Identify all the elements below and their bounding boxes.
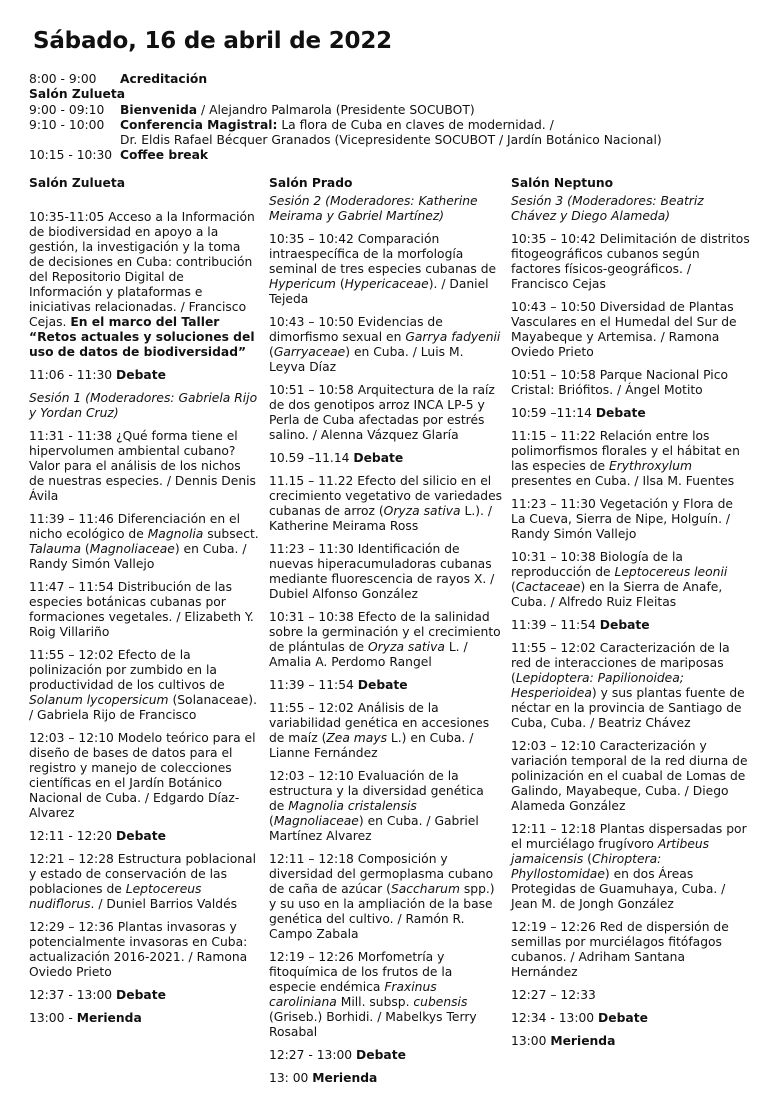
talk-item: 10:35 – 10:42 Delimitación de distritos fitogeográficos cubanos según factores físicos-geográficos. / Francisco Cejas <box>511 232 750 291</box>
talk-item <box>269 474 503 534</box>
talk-text: 12:11 – 12:18 Plantas dispersadas por el murciélago frugívoro <box>511 822 747 851</box>
schedule-detail-line2: Dr. Eldis Rafael Bécquer Granados (Vicepresidente SOCUBOT / Jardín Botánico Nacional) <box>120 133 662 148</box>
page-title: Sábado, 16 de abril de 2022 <box>33 28 392 54</box>
taxon-name: Magnoliaceae <box>273 814 359 828</box>
debate-label: Debate <box>356 1048 406 1062</box>
debate-time: 12:11 - 12:20 <box>29 829 117 843</box>
merienda-time: 13:00 - <box>29 1011 77 1025</box>
debate-time: 12:27 - 13:00 <box>269 1048 357 1062</box>
taxon-name: Chiroptera: Phyllostomidae <box>511 852 662 881</box>
talk-text: ( <box>81 542 90 556</box>
talk-item: 12:03 – 12:10 Modelo teórico para el diseño de bases de datos para el registro y manejo de colecciones científicas en el Jardín Botánico Nacional de Cuba. / Edgardo Díaz-Alvarez <box>29 731 256 820</box>
talk-item: 12:29 – 12:36 Plantas invasoras y potencialmente invasoras en Cuba: actualización 2016-2021. / Ramona Oviedo Prieto <box>29 920 248 979</box>
talk-text: 11:39 – 11:46 Diferenciación en el nicho ecológico de <box>29 512 241 541</box>
talk-text: L.) en Cuba. / Lianne Fernández <box>269 731 474 760</box>
talk-text: (Griseb.) Borhidi. / Mabelkys Terry Rosabal <box>269 1010 477 1039</box>
talk-item <box>269 701 503 761</box>
taxon-name: Solanum lycopersicum <box>29 693 169 707</box>
debate-label: Debate <box>116 988 166 1002</box>
talk-item: 11:23 – 11:30 Identificación de nuevas hiperacumuladoras cubanas mediante fluorescencia de rayos X. / Dubiel Alfonso González <box>269 542 495 601</box>
debate-item <box>269 1048 503 1063</box>
talk-text: 11:55 – 12:02 Caracterización de la red de interacciones de mariposas ( <box>511 641 730 685</box>
taxon-name: cubensis <box>413 995 468 1009</box>
debate-item <box>29 829 259 844</box>
talk-text: ( <box>511 580 516 594</box>
talk-text: ) en Cuba. / Gabriel Martínez Alvarez <box>269 814 479 843</box>
taxon-name: Magnolia cristalensis <box>288 799 417 813</box>
talk-item <box>269 610 503 670</box>
debate-time: 10.59 –11.14 <box>269 451 354 465</box>
talk-item <box>269 315 503 375</box>
talk-text: ) en la Sierra de Anafe, Cuba. / Alfredo Ruiz Fleitas <box>511 580 723 609</box>
talk-item: 11:47 – 11:54 Distribución de las especies botánicas cubanas por formaciones vegetales. / Elizabeth Y. Roig Villariño <box>29 580 254 639</box>
schedule-time: 9:00 - 09:10 <box>29 102 105 117</box>
room-heading: Salón Neptuno <box>511 176 614 190</box>
debate-time: 11:39 – 11:54 <box>511 618 600 632</box>
schedule-room: Salón Zulueta <box>29 87 126 102</box>
taxon-name: Oryza sativa <box>383 504 461 518</box>
talk-item <box>511 641 751 731</box>
talk-text: 12:03 – 12:10 Evaluación de la estructura y la diversidad genética de <box>269 769 484 813</box>
talk-text: 12:21 – 12:28 Estructura poblacional y estado de conservación de las poblaciones de <box>29 852 257 896</box>
talk-text: L. / Amalia A. Perdomo Rangel <box>269 640 468 669</box>
debate-label: Debate <box>595 406 646 420</box>
taxon-name: Cactaceae <box>515 580 581 594</box>
talk-item <box>29 852 259 912</box>
debate-time: 11:06 - 11:30 <box>29 368 117 382</box>
talk-item <box>511 429 751 489</box>
talk-text: (Solanaceae). / Gabriela Rijo de Francisco <box>29 693 257 722</box>
talk-item <box>29 648 259 723</box>
talk-item <box>29 512 259 572</box>
taxon-name: Magnoliaceae <box>89 542 175 556</box>
talk-text: ) y sus plantas fuente de néctar en la provincia de Santiago de Cuba, Cuba. / Beatriz Chávez <box>511 686 745 730</box>
talk-text: 10:31 – 10:38 Biología de la reproducción de <box>511 550 683 579</box>
schedule-row-bienvenida <box>29 103 749 118</box>
merienda-item <box>29 1011 259 1026</box>
schedule-row-coffee <box>29 148 749 163</box>
schedule-body <box>120 103 749 118</box>
talk-item: 11:31 - 11:38 ¿Qué forma tiene el hipervolumen ambiental cubano? Valor para el análisis de los nichos de nuestras especies. / Dennis Denis Ávila <box>29 429 256 503</box>
talk-text: Mill. subsp. <box>336 995 414 1009</box>
talk-item: 10:51 – 10:58 Arquitectura de la raíz de dos genotipos arroz INCA LP-5 y Perla de Cuba afectadas por estrés salino. / Alenna Vázquez Glaría <box>269 383 495 442</box>
taxon-name: Hypericum <box>269 277 336 291</box>
talk-text: 11.15 – 11.22 Efecto del silicio en el crecimiento vegetativo de variedades cubanas de arroz ( <box>269 474 503 518</box>
talk-item: 12:03 – 12:10 Caracterización y variación temporal de la red diurna de polinización en el cuabal de Lomas de Galindo, Mayabeque, Cuba. / Diego Alameda González <box>511 739 748 813</box>
talk-text: spp.) y su uso en la ampliación de la base genética del cultivo. / Ramón R. Campo Zabala <box>269 882 495 941</box>
merienda-label: Merienda <box>76 1011 142 1025</box>
talk-text: 10:31 – 10:38 Efecto de la salinidad sobre la germinación y el crecimiento de plántulas de <box>269 610 501 654</box>
taxon-name: Fraxinus caroliniana <box>269 980 437 1009</box>
talk-text: ( <box>335 277 345 291</box>
schedule-detail: La flora de Cuba en claves de modernidad. / <box>277 117 554 132</box>
talk-item: 12:19 – 12:26 Red de dispersión de semillas por murciélagos fitófagos cubanos. / Adriham Santana Hernández <box>511 920 729 979</box>
merienda-item <box>511 1034 751 1049</box>
debate-label: Debate <box>116 368 166 382</box>
talk-text: L.). / Katherine Meirama Ross <box>269 504 493 533</box>
debate-label: Debate <box>353 451 404 465</box>
debate-time: 11:39 – 11:54 <box>269 678 358 692</box>
talk-text: presentes en Cuba. / Ilsa M. Fuentes <box>511 474 735 488</box>
talk-text: 10:43 – 10:50 Evidencias de dimorfismo sexual en <box>269 315 443 344</box>
talk-text: 10:35-11:05 Acceso a la Información de biodiversidad en apoyo a la gestión, la investigación y la toma de decisiones en Cuba: contribución del Repositorio Digital de Información y plataformas e iniciativas relacionadas. / Francisco Cejas. <box>29 210 255 329</box>
schedule-detail: / Alejandro Palmarola (Presidente SOCUBOT) <box>197 102 475 117</box>
talk-item: 10:51 – 10:58 Parque Nacional Pico Cristal: Briófitos. / Ángel Motito <box>511 368 728 397</box>
talk-item <box>511 822 751 912</box>
debate-item <box>269 678 503 693</box>
schedule-label: Coffee break <box>120 148 209 163</box>
taxon-name: Lepidoptera: Papilionoidea; Hesperioidea <box>511 671 684 700</box>
talk-item: 10:43 – 10:50 Diversidad de Plantas Vasculares en el Humedal del Sur de Mayabeque y Artemisa. / Ramona Oviedo Prieto <box>511 300 737 359</box>
talk-item: 11:23 – 11:30 Vegetación y Flora de La Cueva, Sierra de Nipe, Holguín. / Randy Simón Vallejo <box>511 497 733 541</box>
schedule-row-acreditacion <box>29 72 749 87</box>
room-heading: Salón Zulueta <box>29 176 126 190</box>
taxon-name: Artibeus jamaicensis <box>511 837 710 866</box>
sessions-columns <box>0 176 779 1085</box>
taxon-name: Leptocereus nudiflorus <box>29 882 202 911</box>
merienda-item <box>269 1071 503 1086</box>
debate-item <box>511 406 751 421</box>
debate-item <box>29 368 259 383</box>
debate-item <box>511 1011 751 1026</box>
talk-text: . / Duniel Barrios Valdés <box>90 897 238 911</box>
talk-text: ) en Cuba. / Luis M. Leyva Díaz <box>269 345 464 374</box>
talk-item <box>269 852 503 942</box>
taxon-name: Erythroxylum <box>608 459 692 473</box>
schedule-label: Acreditación <box>120 72 208 86</box>
talk-text: ) en dos Áreas Protegidas de Guamuhaya, Cuba. / Jean M. de Jongh González <box>511 867 726 911</box>
talk-text: ) en Cuba. / Randy Simón Vallejo <box>29 542 247 571</box>
talk-text: 11:55 – 12:02 Efecto de la polinización por zumbido en la productividad de los cultivos de <box>29 648 225 692</box>
workshop-note: En el marco del Taller “Retos actuales y soluciones del uso de datos de biodiversidad” <box>29 315 255 359</box>
merienda-time: 13: 00 <box>269 1071 313 1085</box>
taxon-name: Oryza sativa <box>368 640 445 654</box>
taxon-name: Magnolia <box>147 527 204 541</box>
debate-item <box>29 988 259 1003</box>
talk-text: ). / Daniel Tejeda <box>269 277 489 306</box>
column-salon-zulueta <box>29 176 259 1034</box>
schedule-body <box>120 118 749 149</box>
taxon-name: Saccharum <box>390 882 460 896</box>
talk-item <box>29 210 259 360</box>
merienda-label: Merienda <box>312 1071 378 1085</box>
session-moderators: Sesión 1 (Moderadores: Gabriela Rijo y Yordan Cruz) <box>29 391 258 420</box>
talk-item <box>269 950 503 1040</box>
schedule-time: 8:00 - 9:00 <box>29 72 97 86</box>
talk-text: ( <box>269 345 274 359</box>
schedule-time: 9:10 - 10:00 <box>29 117 105 132</box>
debate-label: Debate <box>357 678 408 692</box>
schedule-label: Conferencia Magistral: <box>120 117 278 132</box>
talk-text: 10:35 – 10:42 Comparación intraespecífica de la morfología seminal de tres especies cubanas de <box>269 232 497 276</box>
talk-text: 11:55 – 12:02 Análisis de la variabilidad genética en accesiones de maíz ( <box>269 701 490 745</box>
debate-time: 12:37 - 13:00 <box>29 988 117 1002</box>
taxon-name: Talauma <box>29 542 82 556</box>
talk-text: ( <box>269 814 274 828</box>
talk-text: subsect. <box>203 527 259 541</box>
debate-time: 10:59 –11:14 <box>511 406 596 420</box>
taxon-name: Zea mays <box>326 731 388 745</box>
debate-label: Debate <box>598 1011 648 1025</box>
debate-label: Debate <box>116 829 166 843</box>
session-moderators: Sesión 2 (Moderadores: Katherine Meirama y Gabriel Martínez) <box>269 194 478 223</box>
time-slot: 12:27 – 12:33 <box>511 988 596 1002</box>
merienda-time: 13:00 <box>511 1034 551 1048</box>
column-salon-neptuno <box>511 176 751 1057</box>
schedule-row-conferencia <box>29 118 749 149</box>
debate-time: 12:34 - 13:00 <box>511 1011 599 1025</box>
taxon-name: Garrya fadyenii <box>405 330 501 344</box>
talk-item <box>269 232 503 307</box>
room-heading: Salón Prado <box>269 176 353 190</box>
taxon-name: Leptocereus leonii <box>614 565 728 579</box>
taxon-name: Hypericaceae <box>344 277 429 291</box>
merienda-label: Merienda <box>550 1034 616 1048</box>
schedule-time: 10:15 - 10:30 <box>29 148 113 163</box>
schedule-label: Bienvenida <box>120 102 198 117</box>
debate-item <box>269 451 503 466</box>
taxon-name: Garryaceae <box>273 345 346 359</box>
morning-schedule <box>29 72 749 164</box>
talk-item <box>511 550 751 610</box>
talk-text: ( <box>583 852 592 866</box>
session-moderators: Sesión 3 (Moderadores: Beatriz Chávez y Diego Alameda) <box>511 194 704 223</box>
talk-item <box>269 769 503 844</box>
column-salon-prado <box>269 176 503 1094</box>
talk-text: 12:19 – 12:26 Morfometría y fitoquímica de los frutos de la especie endémica <box>269 950 453 994</box>
debate-item <box>511 618 751 633</box>
talk-text: 12:11 – 12:18 Composición y diversidad del germoplasma cubano de caña de azúcar ( <box>269 852 494 896</box>
debate-label: Debate <box>599 618 650 632</box>
talk-text: 11:15 – 11:22 Relación entre los polimorfismos florales y el hábitat en las especies de <box>511 429 740 473</box>
